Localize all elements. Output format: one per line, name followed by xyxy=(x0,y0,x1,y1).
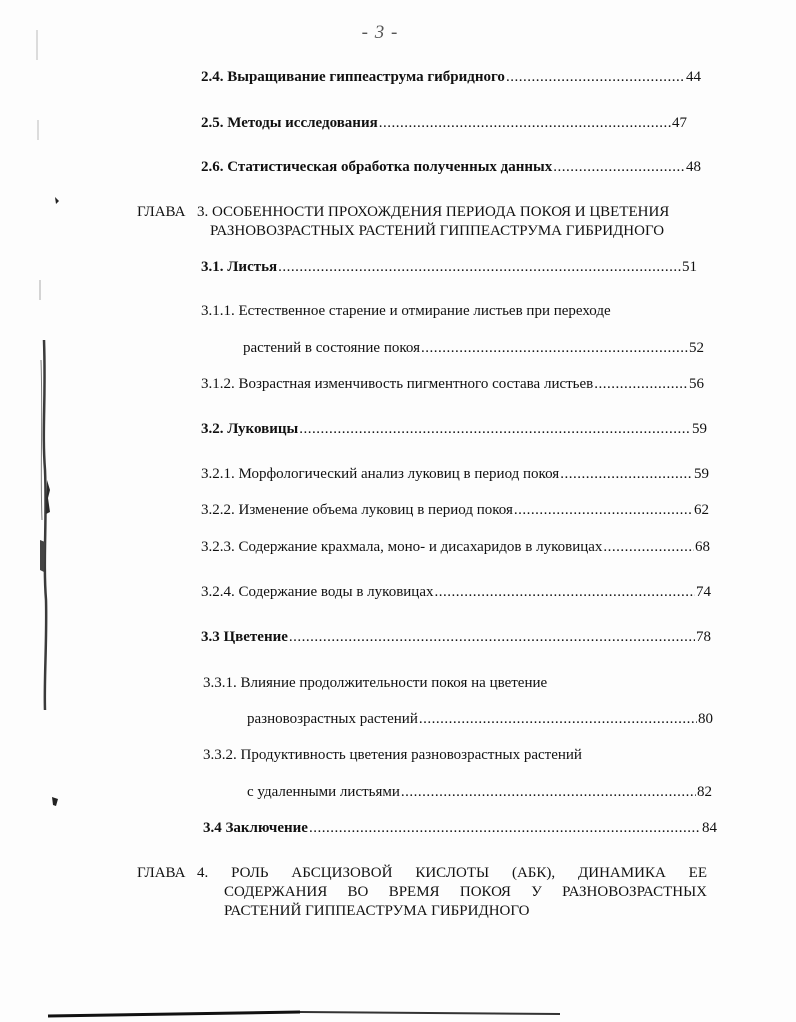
toc-entry-3-2 xyxy=(201,420,707,438)
page-number: - 3 - xyxy=(361,22,399,43)
toc-entry-3-1 xyxy=(201,258,697,276)
toc-entry-label: 3.2.4. Содержание воды в луковицах xyxy=(201,584,434,600)
toc-entry-label: разновозрастных растений xyxy=(247,711,418,727)
toc-entry-3-1-1-line-1: 3.1.1. Естественное старение и отмирание листьев при переходе xyxy=(201,303,611,319)
toc-entry-label: 3.1. Листья xyxy=(201,259,278,275)
leader-dots xyxy=(594,375,688,393)
toc-entry-2-6 xyxy=(201,158,701,176)
leader-dots xyxy=(278,258,681,276)
toc-entry-label: 3.4 Заключение xyxy=(203,820,308,836)
chapter-title-line-2: РАЗНОВОЗРАСТНЫХ РАСТЕНИЙ ГИППЕАСТРУМА ГИБРИДНОГО xyxy=(210,223,665,239)
toc-entry-page: 56 xyxy=(689,376,704,392)
leader-dots xyxy=(514,501,693,519)
toc-entry-page: 48 xyxy=(686,159,701,175)
chapter-label: ГЛАВА xyxy=(137,204,186,220)
chapter-3-heading xyxy=(137,203,702,243)
toc-entry-3-3-2 xyxy=(247,783,712,801)
toc-entry-page: 78 xyxy=(696,629,711,645)
toc-entry-3-2-1 xyxy=(201,465,709,483)
toc-entry-3-2-2 xyxy=(201,501,709,519)
toc-entry-2-4 xyxy=(201,68,701,86)
toc-entry-label: 2.4. Выращивание гиппеаструма гибридного xyxy=(201,69,505,85)
chapter-title-line-1: 4. РОЛЬ АБСЦИЗОВОЙ КИСЛОТЫ (АБК), ДИНАМИКА ЕЕ xyxy=(197,865,707,881)
toc-entry-page: 59 xyxy=(692,421,707,437)
toc-entry-page: 82 xyxy=(697,784,712,800)
toc-entry-page: 52 xyxy=(689,340,704,356)
toc-entry-page: 47 xyxy=(672,115,687,131)
toc-entry-label: 3.1.2. Возрастная изменчивость пигментного состава листьев xyxy=(201,376,594,392)
toc-entry-3-3-1 xyxy=(247,710,713,728)
toc-entry-3-2-4 xyxy=(201,583,711,601)
chapter-title-line-1: 3. ОСОБЕННОСТИ ПРОХОЖДЕНИЯ ПЕРИОДА ПОКОЯ И ЦВЕТЕНИЯ xyxy=(197,204,670,220)
toc-entry-label: 3.2.3. Содержание крахмала, моно- и дисахаридов в луковицах xyxy=(201,539,603,555)
leader-dots xyxy=(299,420,691,438)
chapter-4-heading xyxy=(137,864,707,924)
toc-entry-label: 3.2.1. Морфологический анализ луковиц в период покоя xyxy=(201,466,560,482)
chapter-title-line-2: СОДЕРЖАНИЯ ВО ВРЕМЯ ПОКОЯ У РАЗНОВОЗРАСТНЫХ xyxy=(224,884,707,900)
leader-dots xyxy=(309,819,701,837)
toc-entry-page: 84 xyxy=(702,820,717,836)
leader-dots xyxy=(553,158,685,176)
toc-entry-3-1-1 xyxy=(243,339,704,357)
toc-entry-page: 51 xyxy=(682,259,697,275)
toc-entry-label: 2.5. Методы исследования xyxy=(201,115,378,131)
leader-dots xyxy=(401,783,696,801)
leader-dots xyxy=(289,628,695,646)
toc-entry-label: с удаленными листьями xyxy=(247,784,400,800)
leader-dots xyxy=(506,68,685,86)
toc-entry-page: 59 xyxy=(694,466,709,482)
toc-entry-3-4 xyxy=(203,819,717,837)
toc-entry-2-5 xyxy=(201,114,687,132)
toc-entry-3-3-1-line-1: 3.3.1. Влияние продолжительности покоя на цветение xyxy=(203,675,548,691)
toc-entry-label: 2.6. Статистическая обработка полученных данных xyxy=(201,159,553,175)
toc-entry-3-3-2-line-1: 3.3.2. Продуктивность цветения разновозрастных растений xyxy=(203,747,582,763)
leader-dots xyxy=(421,339,688,357)
toc-entry-3-1-2 xyxy=(201,375,704,393)
toc-entry-label: 3.2. Луковицы xyxy=(201,421,299,437)
toc-entry-page: 74 xyxy=(696,584,711,600)
toc-entry-label: 3.2.2. Изменение объема луковиц в период покоя xyxy=(201,502,513,518)
toc-entry-3-3 xyxy=(201,628,711,646)
toc-entry-page: 68 xyxy=(695,539,710,555)
leader-dots xyxy=(435,583,696,601)
leader-dots xyxy=(419,710,697,728)
chapter-label: ГЛАВА xyxy=(137,865,186,881)
toc-entry-label: растений в состояние покоя xyxy=(243,340,420,356)
toc-entry-page: 80 xyxy=(698,711,713,727)
leader-dots xyxy=(379,114,671,132)
toc-entry-page: 62 xyxy=(694,502,709,518)
toc-entry-page: 44 xyxy=(686,69,701,85)
toc-entry-3-2-3 xyxy=(201,538,710,556)
toc-entry-label: 3.3 Цветение xyxy=(201,629,288,645)
leader-dots xyxy=(560,465,693,483)
chapter-title-line-3: РАСТЕНИЙ ГИППЕАСТРУМА ГИБРИДНОГО xyxy=(224,903,530,919)
leader-dots xyxy=(603,538,694,556)
